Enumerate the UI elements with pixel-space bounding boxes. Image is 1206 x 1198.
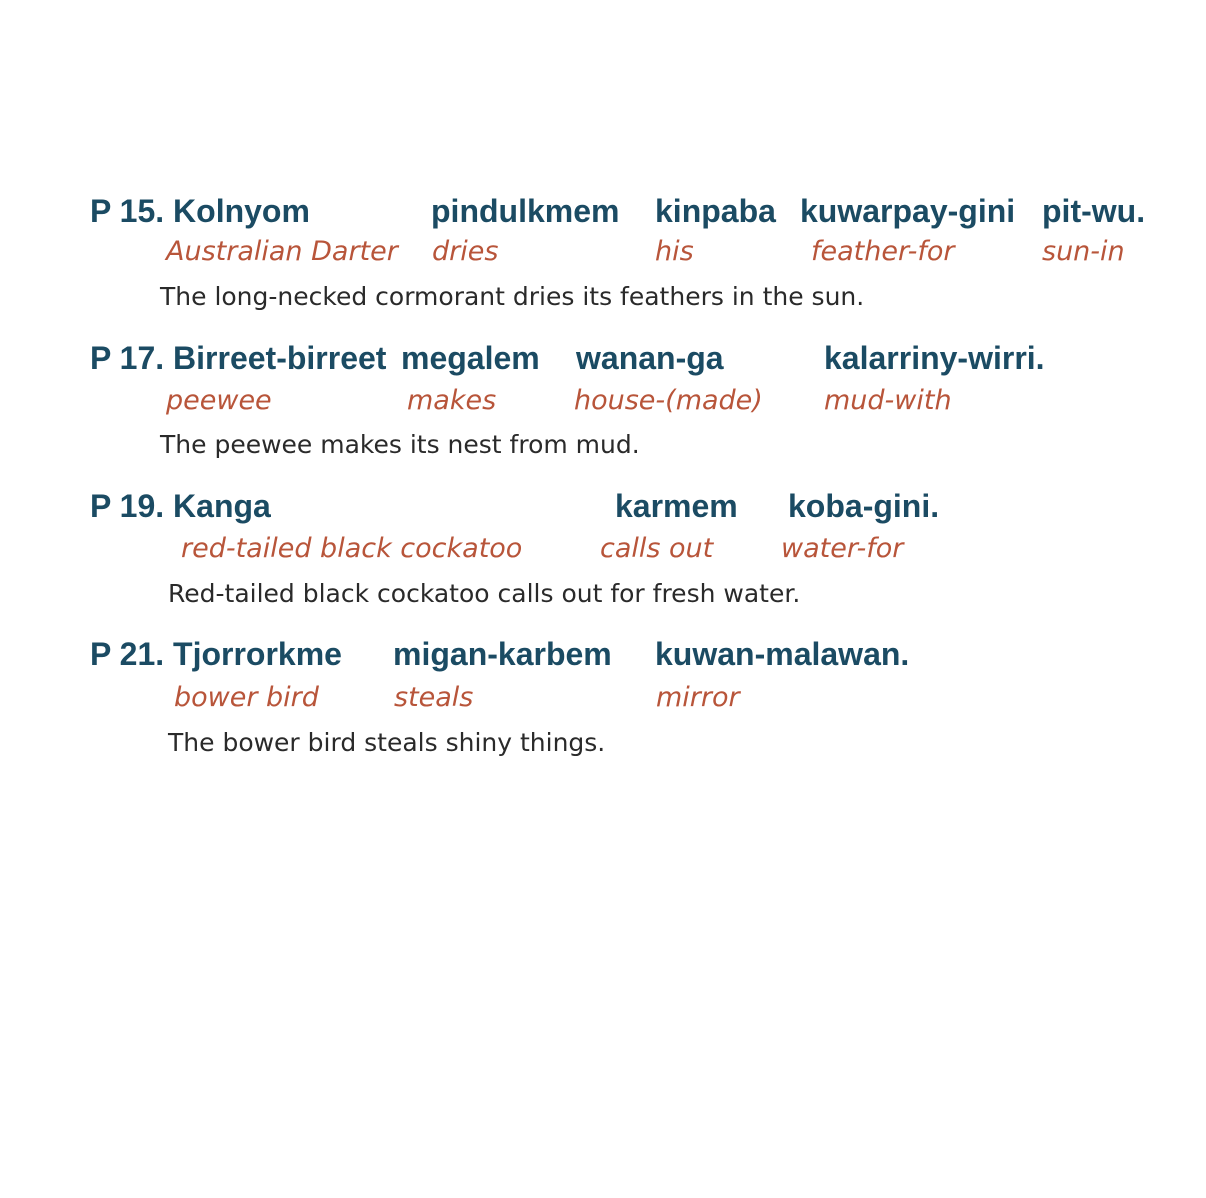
gloss-word: Australian Darter (166, 236, 398, 267)
gloss-word: red-tailed black cockatoo (181, 533, 523, 564)
gloss-word: makes (407, 385, 497, 416)
gloss-word: water-for (781, 533, 904, 564)
gloss-word: sun-in (1042, 236, 1125, 267)
gloss-word: bower bird (174, 682, 319, 713)
translation: The bower bird steals shiny things. (168, 728, 606, 757)
gloss-word: feather-for (811, 236, 955, 267)
source-word: pindulkmem (431, 193, 620, 229)
gloss-word: mirror (656, 682, 740, 713)
source-word: P 21. Tjorrorkme (90, 636, 342, 672)
source-word: P 17. Birreet-birreet (90, 340, 387, 376)
source-word: megalem (401, 340, 540, 376)
source-word: karmem (615, 488, 738, 524)
gloss-word: peewee (166, 385, 272, 416)
gloss-word: steals (394, 682, 474, 713)
gloss-word: his (655, 236, 694, 267)
source-word: kuwan-malawan. (655, 636, 910, 672)
source-word: kalarriny-wirri. (824, 340, 1045, 376)
source-word: kinpaba (655, 193, 776, 229)
source-word: koba-gini. (788, 488, 940, 524)
source-word: kuwarpay-gini (800, 193, 1016, 229)
source-word: P 15. Kolnyom (90, 193, 310, 229)
source-word: wanan-ga (576, 340, 724, 376)
gloss-word: dries (432, 236, 499, 267)
source-word: P 19. Kanga (90, 488, 271, 524)
translation: The peewee makes its nest from mud. (160, 430, 640, 459)
translation: Red-tailed black cockatoo calls out for fresh water. (168, 579, 801, 608)
translation: The long-necked cormorant dries its feathers in the sun. (160, 282, 865, 311)
gloss-word: calls out (600, 533, 714, 564)
source-word: migan-karbem (393, 636, 612, 672)
source-word: pit-wu. (1042, 193, 1146, 229)
gloss-word: house-(made) (574, 385, 763, 416)
gloss-word: mud-with (824, 385, 952, 416)
